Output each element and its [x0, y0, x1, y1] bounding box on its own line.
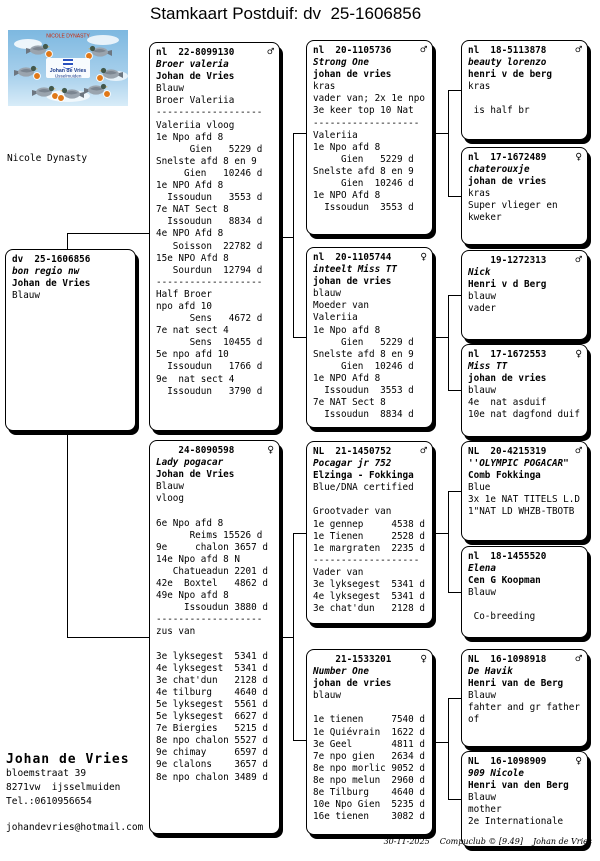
card-text-line: 1e margraten 2235 d	[313, 542, 425, 554]
pigeon-name: Strong One	[313, 57, 369, 69]
page-title: Stamkaart Postduif: dv 25-1606856	[150, 4, 422, 23]
photo-caption-name: Johan de Vries	[49, 68, 87, 74]
card-text-line	[313, 494, 426, 506]
card-text-line: Sens 4672 d	[156, 313, 263, 325]
card-text-line: is half br	[468, 105, 530, 117]
connector-line	[448, 799, 461, 800]
card-text-line: 42e Boxtel 4862 d	[156, 578, 268, 590]
card-grandfather-paternal	[306, 40, 433, 235]
ring-number: 21-1533201	[313, 654, 392, 665]
connector-line	[281, 637, 293, 638]
card-ggp-8	[461, 751, 588, 847]
pigeon-name: beauty lorenzo	[468, 57, 547, 69]
pigeon-name: Number One	[313, 666, 369, 678]
card-text-line: 4e NPO Afd 8	[156, 228, 224, 240]
pigeon-owner: johan de vries	[468, 373, 547, 385]
card-text-line: 1e Npo afd 8	[313, 141, 381, 153]
card-text-line: -------------------	[156, 276, 263, 288]
connector-line	[433, 742, 448, 743]
card-text-line: Gien 5229 d	[156, 143, 263, 155]
card-text-line: Soisson 22782 d	[156, 240, 263, 252]
card-text-line: Snelste afd 8 en 9	[313, 348, 414, 360]
card-text-line	[468, 93, 581, 105]
female-icon: ♀	[420, 652, 427, 665]
connector-line	[293, 740, 306, 741]
owner-name: Johan de Vries	[6, 752, 130, 767]
pigeon-name: De Havik	[468, 666, 513, 678]
card-text-line: Sens 10455 d	[156, 337, 263, 349]
card-text-line: 1e tienen 7540 d	[313, 714, 425, 726]
card-header	[156, 47, 273, 59]
card-subject	[5, 249, 136, 431]
card-text-line: Blauw	[156, 481, 184, 493]
card-text-line: Half Broer	[156, 288, 212, 300]
card-header	[468, 756, 581, 768]
card-text-line: kras	[468, 188, 491, 200]
pigeon-name: chaterouxje	[468, 164, 530, 176]
card-text-line: fahter and gr father	[468, 702, 580, 714]
connector-line	[293, 337, 306, 338]
card-text-line: 9e nat sect 4	[156, 373, 235, 385]
connector-line	[448, 390, 461, 391]
card-text-line: Issoudun 3880 d	[156, 602, 268, 614]
card-text-line: 3e lyksegest 5341 d	[313, 579, 425, 591]
card-text-line: Gien 10246 d	[313, 178, 414, 190]
card-text-line: 7e NAT Sect 8	[313, 397, 386, 409]
pigeon-name: inteelt Miss TT	[313, 264, 397, 276]
card-father	[149, 42, 280, 431]
loft-photo	[8, 30, 128, 106]
card-text-line: Issoudun 1766 d	[156, 361, 263, 373]
connector-line	[293, 133, 294, 338]
card-text-line: Gien 10246 d	[313, 360, 414, 372]
card-text-line: 3x 1e NAT TITELS L.D	[468, 494, 580, 506]
card-text-line: 1e Tienen 2528 d	[313, 530, 425, 542]
card-ggp-6	[461, 546, 588, 638]
card-text-line: 7e Biergies 5215 d	[156, 723, 268, 735]
card-ggp-3	[461, 250, 588, 340]
card-text-line: mother	[468, 804, 502, 816]
male-icon: ♂	[575, 253, 582, 266]
card-text-line: 4e tilburg 4640 d	[156, 686, 268, 698]
card-text-line: blauw	[468, 385, 496, 397]
card-text-line: 7e nat sect 4	[156, 325, 229, 337]
pigeon-name: Broer valeria	[156, 59, 229, 71]
connector-line	[293, 133, 306, 134]
card-text-line: Gien 5229 d	[313, 336, 414, 348]
card-header	[468, 654, 581, 666]
pigeon-owner: Johan de Vries	[156, 469, 235, 481]
pigeon-name: Pocagar jr 752	[313, 458, 392, 470]
card-text-line: 5e lyksegest 6627 d	[156, 711, 268, 723]
male-icon: ♂	[575, 652, 582, 665]
card-text-line	[313, 702, 426, 714]
ring-number: NL 21-1450752	[313, 446, 392, 457]
card-text-line: Co-breeding	[468, 611, 536, 623]
card-text-line: -------------------	[156, 614, 263, 626]
card-text-line: blauw	[313, 690, 341, 702]
pigeon-owner: johan de vries	[313, 276, 392, 288]
card-text-line: Blauw	[468, 792, 496, 804]
card-text-line: Issoudun 3553 d	[313, 385, 414, 397]
card-text-line: 1e Quiévrain 1622 d	[313, 726, 425, 738]
card-text-line: Gien 5229 d	[313, 153, 414, 165]
photo-banner-text: NICOLE DYNASTY	[46, 33, 90, 40]
card-text-line: Broer Valeriia	[156, 95, 235, 107]
card-ggp-4	[461, 344, 588, 437]
connector-line	[448, 196, 461, 197]
card-header	[156, 445, 273, 457]
card-text-line: 8e Tilburg 4640 d	[313, 787, 425, 799]
card-text-line: 1e NPO Afd 8	[156, 180, 224, 192]
male-icon: ♂	[575, 444, 582, 457]
connector-line	[448, 592, 461, 593]
card-text-line: 3e lyksegest 5341 d	[156, 650, 268, 662]
card-text-line: Issoudun 3553 d	[313, 202, 414, 214]
card-text-line: Reims 15526 d	[156, 529, 263, 541]
connector-line	[293, 533, 306, 534]
card-text-line: Valeriia	[313, 312, 358, 324]
pigeon-name: ''OLYMPIC POGACAR"	[468, 458, 569, 470]
pigeon-owner: Elzinga - Fokkinga	[313, 470, 414, 482]
card-ggp-7	[461, 649, 588, 747]
card-text-line: 1e NPO Afd 8	[313, 372, 381, 384]
card-ggp-1	[461, 40, 588, 140]
connector-line	[67, 637, 149, 638]
ring-number: NL 16-1098909	[468, 756, 547, 767]
card-text-line: Snelste afd 8 en 9	[313, 165, 414, 177]
card-text-line: Valeriia vloog	[156, 119, 235, 131]
footer-owner: Johan de Vries	[532, 837, 592, 846]
card-text-line: vloog	[156, 493, 184, 505]
pigeon-name: Lady pogacar	[156, 457, 224, 469]
ring-number: nl 18-1455520	[468, 551, 547, 562]
card-text-line: 10e nat dagfond duif	[468, 409, 580, 421]
female-icon: ♀	[575, 150, 582, 163]
ring-number: nl 20-1105744	[313, 252, 392, 263]
female-icon: ♀	[575, 754, 582, 767]
footer-program: Compuclub © [9.49]	[439, 837, 523, 846]
card-text-line: Issoudun 8834 d	[313, 409, 414, 421]
card-text-line: Sourdun 12794 d	[156, 264, 263, 276]
card-text-line: blauw	[468, 291, 496, 303]
connector-line	[67, 233, 68, 250]
footer	[374, 837, 592, 846]
card-text-line: 3e chat'dun 2128 d	[313, 603, 425, 615]
connector-line	[448, 698, 449, 800]
card-text-line: 7e npo gien 2634 d	[313, 750, 425, 762]
card-text-line: npo afd 10	[156, 300, 212, 312]
ring-number: nl 18-5113878	[468, 45, 547, 56]
card-text-line	[156, 639, 273, 651]
card-ggp-2	[461, 147, 588, 245]
card-header	[313, 446, 426, 458]
card-text-line: Blauw	[468, 587, 496, 599]
card-text-line: 10e Npo Gien 5235 d	[313, 799, 425, 811]
pigeon-owner: johan de vries	[313, 69, 392, 81]
card-text-line: Grootvader van	[313, 506, 392, 518]
card-text-line: Blauw	[12, 290, 40, 302]
card-text-line: kweker	[468, 212, 502, 224]
card-text-line: 8e npo morlic 9052 d	[313, 762, 425, 774]
card-text-line: 5e npo afd 10	[156, 349, 229, 361]
card-text-line: 9e chalon 3657 d	[156, 541, 268, 553]
card-text-line: 16e tienen 3082 d	[313, 811, 425, 823]
card-header	[468, 152, 581, 164]
owner-address-city: 8271vw ijsselmuiden	[6, 782, 121, 793]
pigeon-name: 909 Nicole	[468, 768, 524, 780]
card-text-line: 4e lyksegest 5341 d	[313, 591, 425, 603]
card-header	[468, 45, 581, 57]
photo-caption-town: IJsselmuiden	[54, 73, 82, 79]
card-grandmother-paternal	[306, 247, 433, 428]
card-text-line: 3e Geel 4811 d	[313, 738, 425, 750]
card-text-line: 2e Internationale	[468, 816, 564, 828]
card-text-line: Super vlieger en	[468, 200, 558, 212]
male-icon: ♂	[420, 444, 427, 457]
male-icon: ♂	[575, 43, 582, 56]
connector-line	[281, 237, 293, 238]
card-text-line: 3e chat'dun 2128 d	[156, 674, 268, 686]
card-text-line: Issoudun 3790 d	[156, 385, 263, 397]
card-text-line: 4e nat asduif	[468, 397, 547, 409]
card-text-line: -------------------	[156, 107, 263, 119]
pigeon-owner: johan de vries	[313, 678, 392, 690]
card-mother	[149, 440, 280, 834]
connector-line	[433, 533, 448, 534]
card-text-line: Vader van	[313, 566, 364, 578]
card-text-line: of	[468, 714, 480, 726]
ring-number: 24-8090598	[156, 445, 235, 456]
card-text-line: 9e clalons 3657 d	[156, 759, 268, 771]
card-text-line: Gien 10246 d	[156, 167, 263, 179]
connector-line	[448, 698, 461, 699]
ring-number: nl 20-1105736	[313, 45, 392, 56]
connector-line	[448, 295, 449, 391]
card-header	[468, 255, 581, 267]
female-icon: ♀	[575, 347, 582, 360]
connector-line	[448, 295, 461, 296]
card-text-line: 1e Npo afd 8	[156, 131, 224, 143]
ring-number: nl 17-1672553	[468, 349, 547, 360]
card-header	[468, 349, 581, 361]
card-text-line: Valeriia	[313, 129, 358, 141]
card-text-line	[156, 505, 273, 517]
card-text-line: Blue/DNA certified	[313, 482, 414, 494]
connector-line	[448, 90, 461, 91]
connector-line	[448, 491, 449, 593]
connector-line	[433, 337, 448, 338]
card-header	[313, 252, 426, 264]
card-text-line: Blauw	[468, 690, 496, 702]
card-grandmother-maternal	[306, 649, 433, 835]
ring-number: nl 22-8099130	[156, 47, 235, 58]
connector-line	[448, 491, 461, 492]
card-text-line: Blauw	[156, 83, 184, 95]
card-text-line: 8e npo melun 2960 d	[313, 774, 425, 786]
card-text-line: 6e Npo afd 8	[156, 517, 224, 529]
connector-line	[433, 133, 448, 134]
card-text-line: 1e NPO Afd 8	[313, 190, 381, 202]
card-text-line: 9e chimay 6597 d	[156, 747, 268, 759]
card-text-line: kras	[313, 81, 336, 93]
connector-line	[67, 430, 68, 638]
pigeon-owner: Johan de Vries	[156, 71, 235, 83]
card-text-line: 14e Npo afd 8 N	[156, 553, 240, 565]
card-text-line: Issoudun 8834 d	[156, 216, 263, 228]
card-header	[313, 45, 426, 57]
owner-block	[6, 752, 130, 809]
pigeon-owner: Henri van den Berg	[468, 780, 569, 792]
card-text-line: -------------------	[313, 554, 420, 566]
female-icon: ♀	[267, 443, 274, 456]
pigeon-owner: johan de vries	[468, 176, 547, 188]
pigeon-owner: Henri v d Berg	[468, 279, 547, 291]
card-text-line: vader	[468, 303, 496, 315]
card-text-line: 15e NPO Afd 8	[156, 252, 229, 264]
ring-number: NL 20-4215319	[468, 446, 547, 457]
ring-number: nl 17-1672489	[468, 152, 547, 163]
pigeon-owner: henri v de berg	[468, 69, 552, 81]
pigeon-owner: Cen G Koopman	[468, 575, 541, 587]
card-text-line: 8e npo chalon 5527 d	[156, 735, 268, 747]
dynasty-label: Nicole Dynasty	[7, 153, 88, 164]
card-text-line: 1e gennep 4538 d	[313, 518, 425, 530]
ring-number: NL 16-1098918	[468, 654, 547, 665]
pigeon-owner: Henri van de Berg	[468, 678, 564, 690]
card-text-line: vader van; 2x 1e npo	[313, 93, 425, 105]
card-text-line: 8e npo chalon 3489 d	[156, 771, 268, 783]
owner-phone: Tel.:0610956654	[6, 796, 92, 807]
card-text-line: Snelste afd 8 en 9	[156, 155, 257, 167]
owner-email: johandevries@hotmail.com	[6, 822, 144, 833]
card-text-line: -------------------	[313, 117, 420, 129]
pigeon-name: Elena	[468, 563, 496, 575]
connector-line	[448, 90, 449, 197]
card-text-line: Blue	[468, 482, 491, 494]
card-text-line: 5e lyksegest 5561 d	[156, 698, 268, 710]
pigeon-owner: Johan de Vries	[12, 278, 91, 290]
card-text-line: 7e NAT Sect 8	[156, 204, 229, 216]
pigeon-name: Miss TT	[468, 361, 508, 373]
card-text-line: kras	[468, 81, 491, 93]
female-icon: ♀	[420, 250, 427, 263]
card-header	[12, 254, 129, 266]
male-icon: ♂	[267, 45, 274, 58]
ring-number: dv 25-1606856	[12, 254, 91, 265]
male-icon: ♂	[420, 43, 427, 56]
card-text-line: Chatueadun 2201 d	[156, 565, 268, 577]
owner-address-street: bloemstraat 39	[6, 768, 87, 779]
card-text-line: 1"NAT LD WHZB-TBOTB	[468, 506, 575, 518]
connector-line	[67, 233, 149, 234]
card-text-line: Moeder van	[313, 300, 369, 312]
card-text-line: blauw	[313, 288, 341, 300]
card-text-line: 49e Npo afd 8	[156, 590, 229, 602]
card-grandfather-maternal	[306, 441, 433, 624]
card-ggp-5	[461, 441, 588, 541]
card-header	[468, 551, 581, 563]
card-header	[468, 446, 581, 458]
card-text-line: 1e Npo afd 8	[313, 324, 381, 336]
card-text-line	[468, 599, 581, 611]
pigeon-name: Nick	[468, 267, 491, 279]
footer-date: 30-11-2025	[383, 837, 430, 846]
card-text-line: 3e keer top 10 Nat	[313, 105, 414, 117]
card-text-line: zus van	[156, 626, 196, 638]
card-text-line: Issoudun 3553 d	[156, 192, 263, 204]
ring-number: 19-1272313	[468, 255, 547, 266]
card-text-line: 4e lyksegest 5341 d	[156, 662, 268, 674]
connector-line	[293, 533, 294, 741]
pigeon-owner: Comb Fokkinga	[468, 470, 541, 482]
pigeon-name: bon regio nw	[12, 266, 80, 278]
card-header	[313, 654, 426, 666]
